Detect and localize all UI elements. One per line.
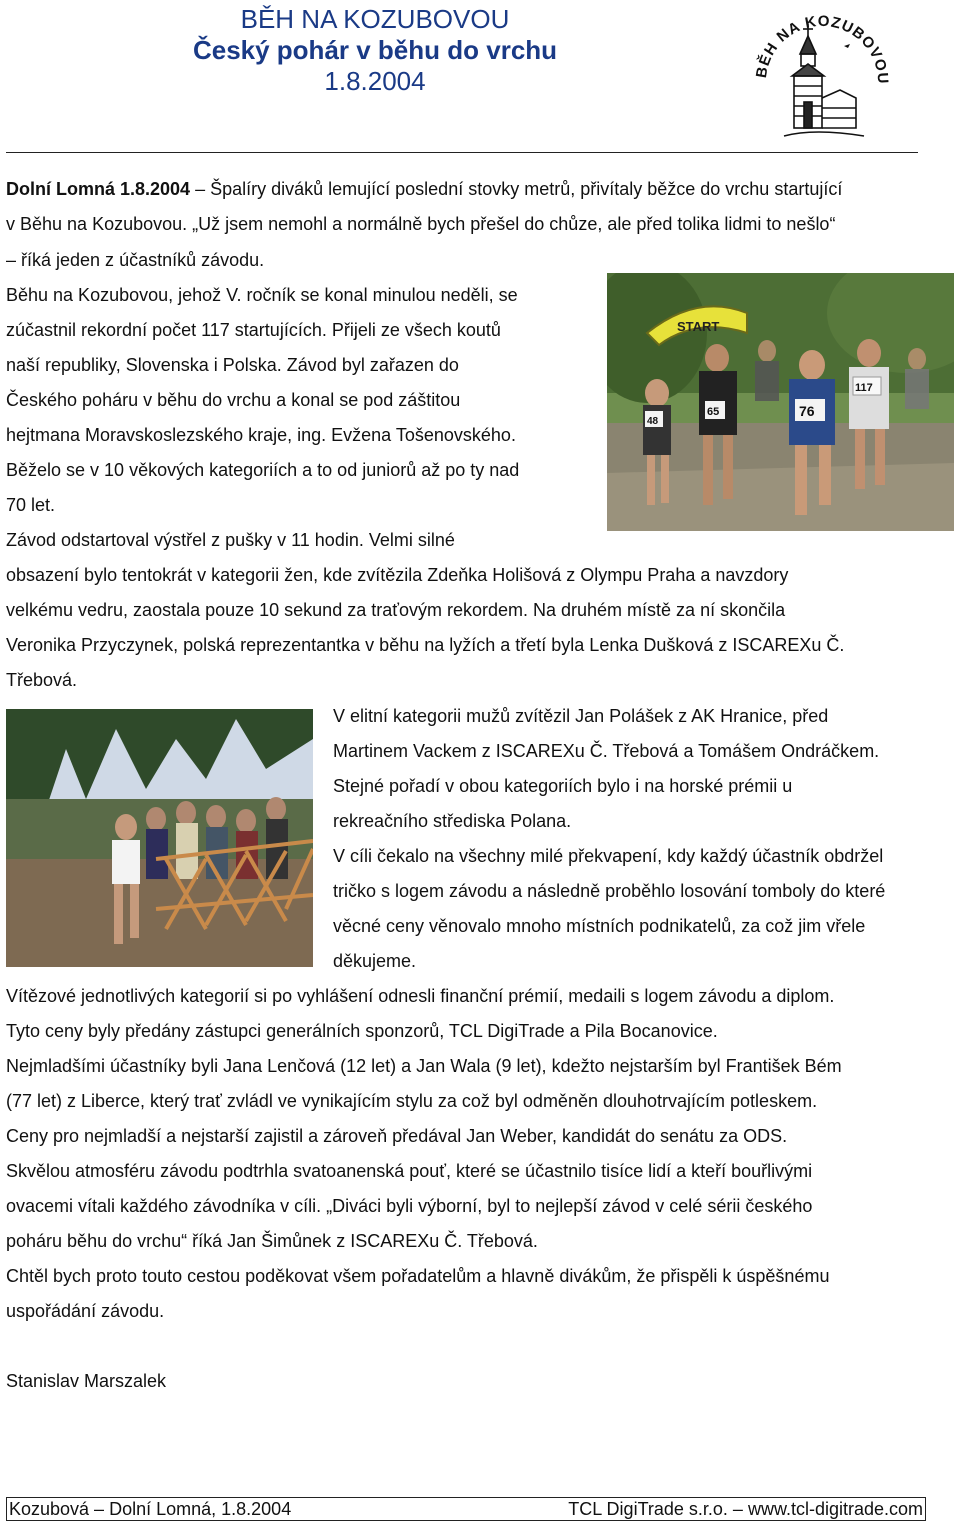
article-line: Tyto ceny byly předány zástupci generálních sponzorů, TCL DigiTrade a Pila Bocanovice. xyxy=(6,1021,718,1041)
article-line: Běželo se v 10 věkových kategoriích a to od juniorů až po ty nad xyxy=(6,460,520,480)
article-line: – říká jeden z účastníků závodu. xyxy=(6,250,265,270)
article-line: (77 let) z Liberce, který trať zvládl ve vynikajícím stylu za což byl odměněn dlouhotrvajícím potleskem. xyxy=(6,1091,818,1111)
article-line: Běhu na Kozubovou, jehož V. ročník se konal minulou neděli, se xyxy=(6,285,518,305)
article-line: Stejné pořadí v obou kategoriích bylo i na horské prémii u xyxy=(333,776,793,796)
article-line: zúčastnil rekordní počet 117 startujících. Přijeli ze všech koutů xyxy=(6,320,501,340)
article-line-1: Dolní Lomná 1.8.2004 – Špalíry diváků lemující poslední stovky metrů, přivítaly běžce do vrchu startující xyxy=(6,179,843,199)
bib-number: 117 xyxy=(855,382,873,394)
article-line: Nejmladšími účastníky byli Jana Lenčová (12 let) a Jan Wala (9 let), kdežto nejstarším byl František Bém xyxy=(6,1056,842,1076)
title-line-2: Český pohár v běhu do vrchu xyxy=(192,35,558,65)
footer-left: Kozubová – Dolní Lomná, 1.8.2004 xyxy=(9,1499,292,1519)
start-banner-text: START xyxy=(677,319,720,334)
article-line: 70 let. xyxy=(6,495,56,515)
race-logo xyxy=(744,2,894,152)
article-line: v Běhu na Kozubovou. „Už jsem nemohl a normálně bych přešel do chůze, ale před tolika lidmi to nešlo“ xyxy=(6,214,836,234)
race-start-photo xyxy=(607,273,954,531)
article-line: V cíli čekalo na všechny milé překvapení, kdy každý účastník obdržel xyxy=(333,846,884,866)
article-line: V elitní kategorii mužů zvítězil Jan Polášek z AK Hranice, před xyxy=(333,706,829,726)
title-line-1: BĚH NA KOZUBOVOU xyxy=(240,4,510,34)
title-line-3: 1.8.2004 xyxy=(324,66,426,96)
article-line: Martinem Vackem z ISCAREXu Č. Třebová a Tomášem Ondráčkem. xyxy=(333,741,880,761)
header-rule xyxy=(6,152,918,153)
article-lead: Dolní Lomná 1.8.2004 xyxy=(6,179,191,199)
finish-crowd-photo xyxy=(6,709,313,967)
article-line: Českého poháru v běhu do vrchu a konal se pod záštitou xyxy=(6,390,461,410)
article-line: Skvělou atmosféru závodu podtrhla svatoanenská pouť, které se účastnilo tisíce lidí a kteří bouřlivými xyxy=(6,1161,813,1181)
bib-number: 76 xyxy=(799,403,815,419)
bib-number: 48 xyxy=(647,416,659,427)
page-footer xyxy=(6,1497,926,1521)
article-line: Chtěl bych proto touto cestou poděkovat všem pořadatelům a hlavně divákům, že přispěli k úspěšnému xyxy=(6,1266,830,1286)
article-line: věcné ceny věnovalo mnoho místních podnikatelů, za což jim vřele xyxy=(333,916,866,936)
article-line: děkujeme. xyxy=(333,951,417,971)
footer-right: TCL DigiTrade s.r.o. – www.tcl-digitrade.com xyxy=(568,1499,923,1519)
article-line: Třebová. xyxy=(6,670,78,690)
article-line: Ceny pro nejmladší a nejstarší zajistil a zároveň předával Jan Weber, kandidát do senátu za ODS. xyxy=(6,1126,788,1146)
article-line: obsazení bylo tentokrát v kategorii žen, kde zvítězila Zdeňka Holišová z Olympu Praha a navzdory xyxy=(6,565,789,585)
author-name: Stanislav Marszalek xyxy=(6,1371,167,1391)
bib-number: 65 xyxy=(707,406,720,418)
article-line: rekreačního střediska Polana. xyxy=(333,811,572,831)
article-line: hejtmana Moravskoslezského kraje, ing. Evžena Tošenovského. xyxy=(6,425,516,445)
article-line: tričko s logem závodu a následně proběhlo losování tomboly do které xyxy=(333,881,886,901)
article-line: uspořádání závodu. xyxy=(6,1301,165,1321)
article-line: ovacemi vítali každého závodníka v cíli. „Diváci byli výborní, byl to nejlepší závod v celé sérii českého xyxy=(6,1196,813,1216)
article-line: Vítězové jednotlivých kategorií si po vyhlášení odnesli finanční prémií, medaili s logem závodu a diplom. xyxy=(6,986,835,1006)
article-line: Veronika Przyczynek, polská reprezentantka v běhu na lyžích a třetí byla Lenka Dušková z ISCAREXu Č. xyxy=(6,635,845,655)
article-line: naší republiky, Slovenska i Polska. Závod byl zařazen do xyxy=(6,355,459,375)
article-line: velkému vedru, zaostala pouze 10 sekund za traťovým rekordem. Na druhém místě za ní skončila xyxy=(6,600,786,620)
article-line: Závod odstartoval výstřel z pušky v 11 hodin. Velmi silné xyxy=(6,530,455,550)
article-line: poháru běhu do vrchu“ říká Jan Šimůnek z ISCAREXu Č. Třebová. xyxy=(6,1231,538,1251)
logo-text: BĚH NA KOZUBOVOU xyxy=(752,12,892,85)
